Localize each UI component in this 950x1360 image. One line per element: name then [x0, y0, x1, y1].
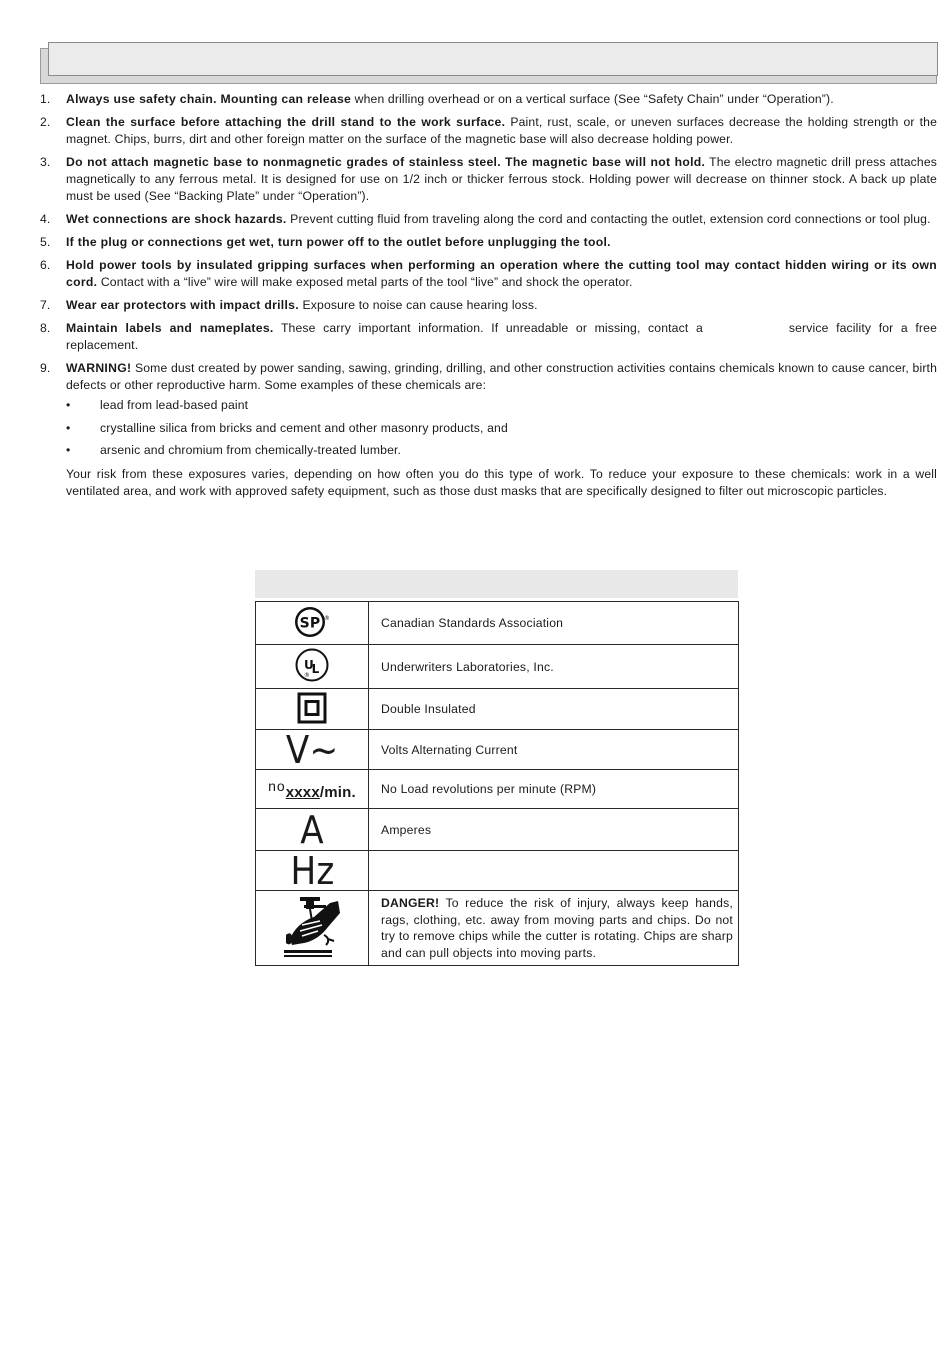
table-row	[256, 851, 739, 891]
table-row	[256, 730, 739, 770]
rpm-icon: noxxxx/min.	[268, 777, 356, 801]
symbol-description: No Load revolutions per minute (RPM)	[369, 770, 739, 809]
rule-item: 8. Maintain labels and nameplates. These carry important information. If unreadable or missing, contact a service facility for a free replacement.	[40, 321, 938, 352]
rule-item: 2. Clean the surface before attaching the drill stand to the work surface. Paint, rust, scale, or uneven surfaces decrease the holding strength or the magnet. Chips, burrs, dirt and other foreign matter on the surface of the magnetic base will also decrease holding power.	[40, 115, 937, 146]
symbols-caption-bar	[255, 570, 738, 598]
ul-icon	[294, 647, 330, 683]
table-row	[256, 891, 739, 966]
hertz-icon: Hz	[289, 848, 335, 893]
table-row	[256, 602, 739, 645]
svg-text:SP: SP	[299, 615, 321, 631]
svg-text:®: ®	[303, 672, 311, 679]
symbol-description: Canadian Standards Association	[369, 602, 739, 645]
symbol-description: Underwriters Laboratories, Inc.	[369, 645, 739, 689]
amperes-icon: A	[300, 807, 324, 852]
rule-item-warning: 9. WARNING! Some dust created by power sanding, sawing, grinding, drilling, and other construction activities contains chemicals known to cause cancer, birth defects or other reproductive harm. Some examples of these chemicals are: • lead from lead-based paint • crystalline silica from bricks and cement and other masonry products, and • arsenic and chromium from chemically-treated lumber. Your risk from these exposures varies, depending on how often you do this type of work. To reduce your exposure to these chemicals: work in a well ventilated area, and work with approved safety equipment, such as those dust masks that are specifically designed to filter out microscopic particles.	[40, 361, 937, 498]
svg-text:®: ®	[323, 614, 330, 622]
rule-item: 1. Always use safety chain. Mounting can release when drilling overhead or on a vertical surface (See “Safety Chain” under “Operation”).	[40, 92, 834, 106]
danger-description: DANGER! To reduce the risk of injury, always keep hands, rags, clothing, etc. away from moving parts and chips. Do not try to remove chips while the cutter is rotating. Chips are sharp and can pull objects into moving parts.	[381, 896, 733, 960]
section-header-box	[48, 42, 938, 76]
rule-item: 3. Do not attach magnetic base to nonmagnetic grades of stainless steel. The magnetic base will not hold. The electro magnetic drill press attaches magnetically to any ferrous metal. It is designed for use on 1/2 inch or thicker ferrous stock. Holding power will decrease on thinner stock. A back up plate must be used (See “Backing Plate” under “Operation”).	[40, 155, 938, 203]
csa-icon	[294, 604, 330, 640]
list-item: • lead from lead-based paint	[66, 398, 249, 412]
symbol-description: Double Insulated	[369, 689, 739, 730]
table-row	[256, 645, 739, 689]
risk-paragraph: Your risk from these exposures varies, depending on how often you do this type of work. To reduce your exposure to these chemicals: work in a well ventilated area, and work with approved safety equipment, such as those dust masks that are specifically designed to filter out microscopic particles.	[66, 467, 937, 498]
volts-ac-icon: V~	[285, 727, 339, 772]
table-row	[256, 809, 739, 851]
rule-item: 7. Wear ear protectors with impact drills. Exposure to noise can cause hearing loss.	[40, 298, 538, 312]
safety-rules-list	[40, 91, 937, 506]
svg-text:L: L	[311, 662, 320, 676]
rule-item: 4. Wet connections are shock hazards. Prevent cutting fluid from traveling along the cord and contacting the outlet, extension cord connections or tool plug.	[40, 212, 931, 226]
svg-text:U: U	[304, 658, 314, 672]
list-item: • crystalline silica from bricks and cement and other masonry products, and	[66, 420, 508, 435]
symbols-table	[255, 601, 739, 966]
danger-hand-icon	[280, 895, 344, 959]
list-item: • arsenic and chromium from chemically-treated lumber.	[66, 443, 402, 457]
table-row	[256, 689, 739, 730]
chemical-examples-list	[66, 397, 937, 459]
symbol-description	[369, 851, 739, 891]
symbol-description: Amperes	[369, 809, 739, 851]
rule-item: 5. If the plug or connections get wet, turn power off to the outlet before unplugging the tool.	[40, 235, 611, 249]
symbol-description: Volts Alternating Current	[369, 730, 739, 770]
double-insulated-icon	[297, 692, 327, 724]
table-row	[256, 770, 739, 809]
rule-item: 6. Hold power tools by insulated gripping surfaces when performing an operation where the cutting tool may contact hidden wiring or its own cord. Contact with a “live” wire will make exposed metal parts of the tool “live” and shock the operator.	[40, 258, 937, 289]
